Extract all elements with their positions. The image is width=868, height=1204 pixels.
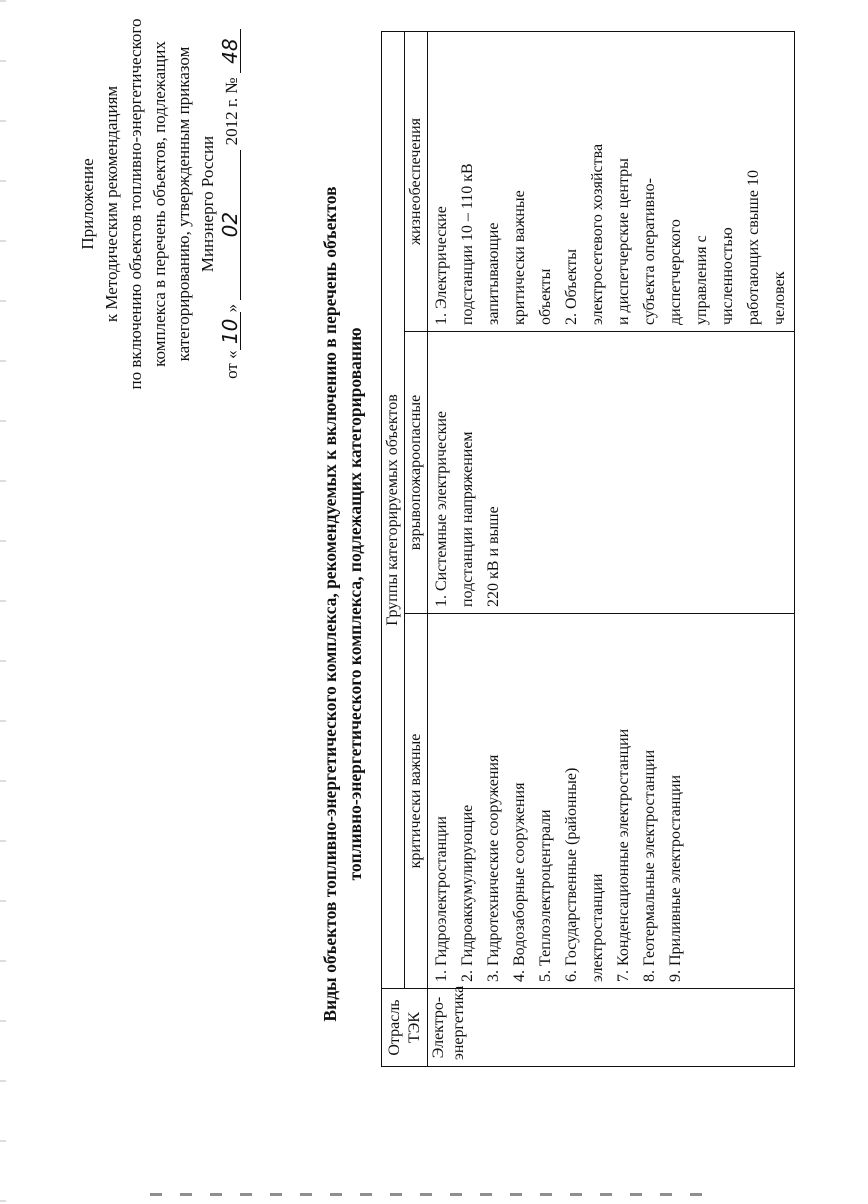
- table-subheader-row: [405, 31, 428, 1066]
- col-groups-header: Группы категорируемых объектов: [382, 31, 405, 988]
- date-month: 02: [220, 150, 241, 300]
- list-item: диспетчерского: [667, 219, 684, 325]
- subheader-explosive: взрывопожароопасные: [405, 332, 428, 614]
- list-item: объекты: [537, 268, 554, 325]
- approval-block: [76, 14, 244, 394]
- list-item: 220 кВ и выше: [485, 506, 502, 607]
- subheader-critical: критически важные: [405, 614, 428, 989]
- list-item: субъекта оперативно-: [641, 178, 658, 325]
- approval-line: Минэнерго России: [198, 135, 217, 273]
- list-item: 3. Гидротехнические сооружения: [485, 754, 502, 982]
- date-day: 10: [220, 312, 241, 350]
- date-sep: »: [222, 303, 241, 313]
- heading-line-1: Виды объектов топливно-энергетического комплекса, рекомендуемых к включению в перечень объектов: [320, 186, 340, 1022]
- list-item: 4. Водозаборные сооружения: [511, 782, 528, 982]
- list-item: человек: [771, 271, 788, 325]
- list-item: запитывающие: [485, 222, 502, 325]
- document-heading: [318, 144, 368, 1064]
- date-year: 2012 г. №: [222, 77, 241, 146]
- list-item: численностью: [719, 227, 736, 325]
- explosive-cell: [428, 332, 795, 614]
- approval-line: к Методическим рекомендациям: [102, 85, 121, 323]
- list-item: критически важные: [511, 190, 528, 325]
- list-item: 7. Конденсационные электростанции: [615, 728, 632, 982]
- list-item: 2. Объекты: [563, 249, 580, 325]
- list-item: 5. Теплоэлектроцентрали: [537, 809, 554, 982]
- list-item: электростанции: [589, 873, 606, 982]
- list-item: 1. Электрические: [433, 206, 450, 325]
- list-item: 9. Приливные электростанции: [667, 774, 684, 982]
- list-item: электросетевого хозяйства: [589, 143, 606, 325]
- list-item: 1. Системные электрические: [433, 410, 450, 607]
- approval-line: Приложение: [78, 158, 97, 250]
- heading-line-2: топливно-энергетического комплекса, подлежащих категорированию: [345, 327, 365, 881]
- critical-cell: [428, 614, 795, 989]
- approval-line: по включению объектов топливно-энергетического: [126, 18, 145, 390]
- date-prefix: от «: [222, 350, 241, 379]
- list-item: подстанции 10 – 110 кВ: [459, 163, 476, 325]
- approval-line: категорированию, утвержденным приказом: [174, 46, 193, 362]
- list-item: 6. Государственные (районные): [563, 767, 580, 982]
- list-item: 2. Гидроаккумулирующие: [459, 804, 476, 982]
- table-row: [428, 31, 795, 1066]
- list-item: управления с: [693, 235, 710, 325]
- approval-date-line: [220, 14, 244, 394]
- list-item: и диспетчерские центры: [615, 158, 632, 325]
- life-support-cell: [428, 31, 795, 331]
- approval-line: комплекса в перечень объектов, подлежащих: [150, 41, 169, 367]
- list-item: 1. Гидроэлектростанции: [433, 816, 450, 982]
- list-item: работающих свыше 10: [745, 170, 762, 325]
- col-sector-header: Отрасль ТЭК: [382, 989, 428, 1067]
- categories-table: [381, 31, 795, 1067]
- list-item: 8. Геотермальные электростанции: [641, 749, 658, 982]
- list-item: подстанции напряжением: [459, 431, 476, 607]
- table-header-row: [382, 31, 405, 1066]
- subheader-life-support: жизнеобеспечения: [405, 31, 428, 331]
- sector-cell: Электро-энергетика: [428, 989, 795, 1067]
- date-number: 48: [220, 29, 241, 73]
